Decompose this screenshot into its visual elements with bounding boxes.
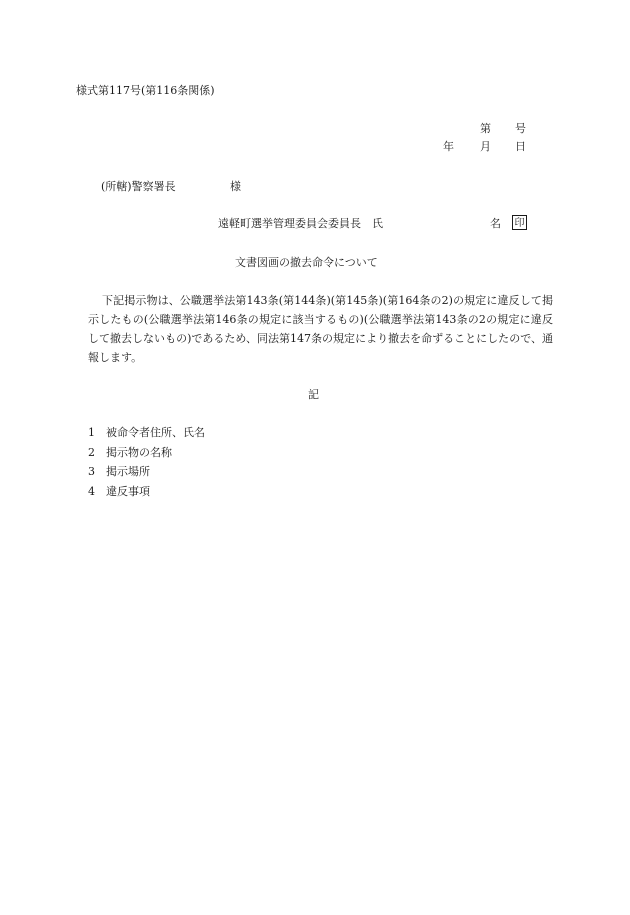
- body-paragraph: 下記掲示物は、公職選挙法第143条(第144条)(第145条)(第164条の2)の規定に違反して掲示したもの(公職選挙法第146条の規定に該当するもの)(公職選挙法第143条の2の規定に違反して撤去しないもの)であるため、同法第147条の規定により撤去を命ずることにしたので、通報します。: [88, 294, 553, 364]
- item-label: 掲示物の名称: [106, 445, 172, 459]
- item-label: 被命令者住所、氏名: [106, 426, 205, 439]
- date-month-label: 月: [480, 140, 491, 153]
- number-label-dai: 第: [480, 122, 491, 135]
- list-item: [88, 462, 205, 482]
- item-number: 1: [88, 426, 95, 439]
- list-item: [88, 443, 205, 463]
- sender-name-label: 名: [490, 217, 501, 230]
- item-label: 掲示場所: [106, 465, 150, 478]
- addressee-title: (所轄)警察署長: [101, 180, 176, 193]
- date-day-label: 日: [515, 140, 526, 153]
- item-list: [88, 423, 205, 501]
- item-label: 違反事項: [106, 484, 150, 498]
- subject-title: 文書図画の撤去命令について: [235, 256, 378, 269]
- sender-title: 遠軽町選挙管理委員会委員長 氏: [218, 217, 383, 230]
- item-number: 2: [88, 445, 95, 459]
- addressee-honorific: 様: [230, 180, 241, 193]
- date-year-label: 年: [443, 140, 454, 153]
- list-item: [88, 423, 205, 443]
- ki-heading: 記: [308, 388, 319, 401]
- item-number: 3: [88, 465, 95, 478]
- seal-box: 印: [512, 215, 527, 230]
- number-label-go: 号: [515, 122, 526, 135]
- list-item: [88, 482, 205, 502]
- item-number: 4: [88, 484, 95, 498]
- form-title: 様式第117号(第116条関係): [76, 84, 215, 97]
